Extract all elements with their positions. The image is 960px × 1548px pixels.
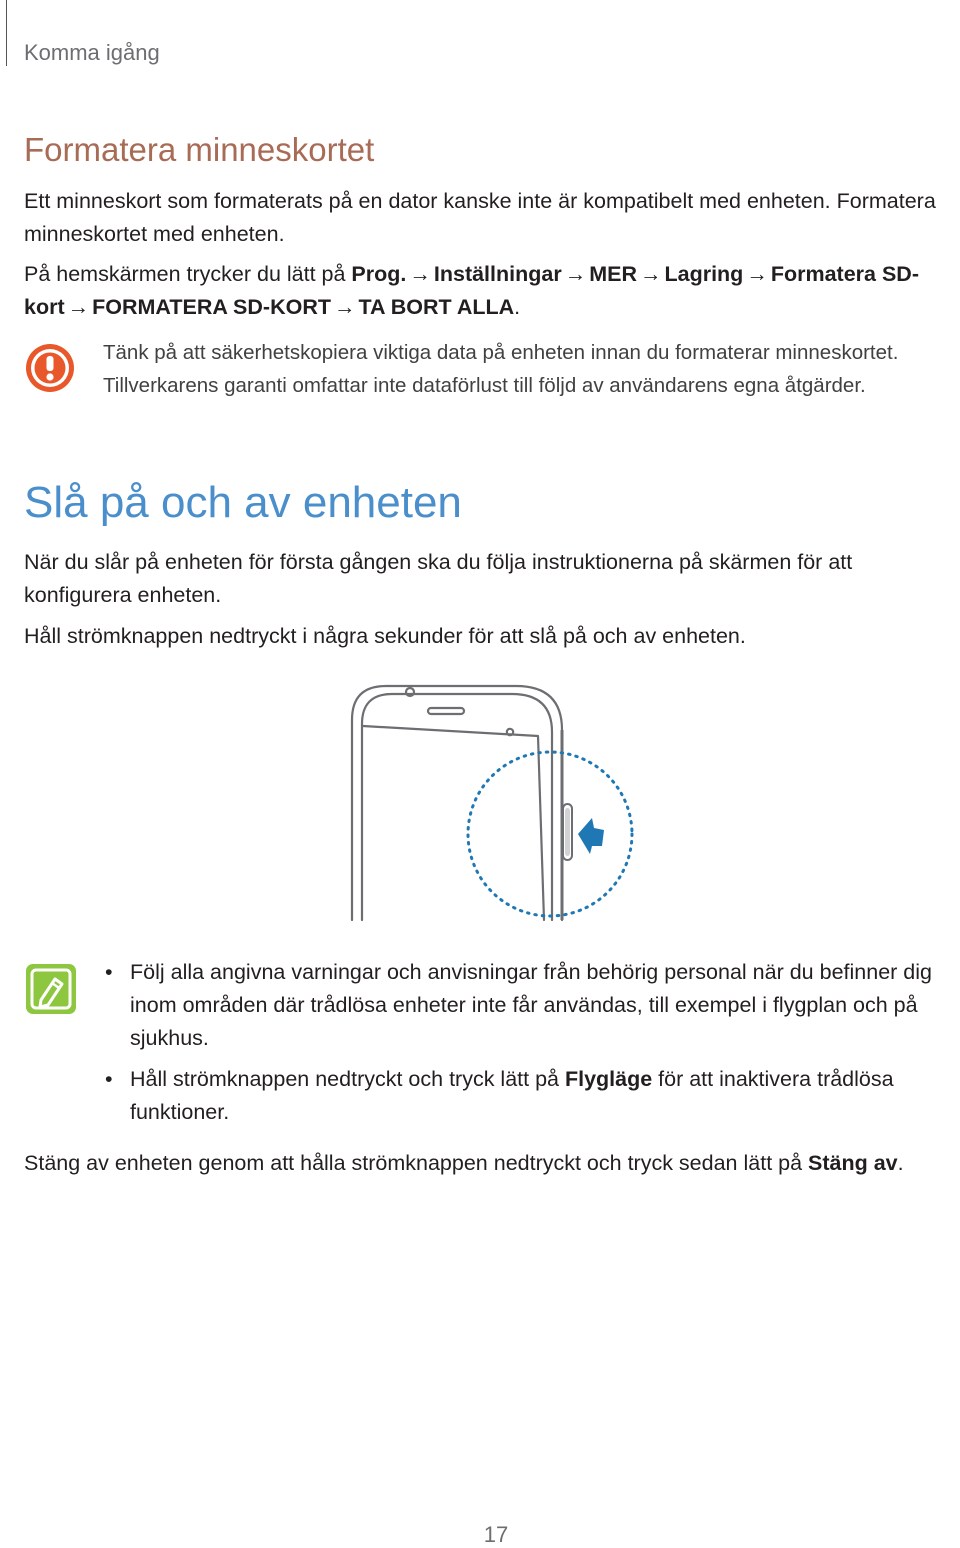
phone-power-key-illustration xyxy=(340,680,660,930)
format-card-intro: Ett minneskort som formaterats på en dator kanske inte är kompatibelt med enheten. Formatera minneskortet med enheten. xyxy=(24,189,936,246)
path-step-format-sd: Formatera SD-kort xyxy=(24,262,919,319)
power-hold-instruction: Håll strömknappen nedtryckt i några sekunder för att slå på och av enheten. xyxy=(24,624,746,648)
path-arrow: → xyxy=(564,262,587,286)
format-card-steps xyxy=(24,258,960,324)
path-arrow: → xyxy=(746,262,768,286)
power-off-pre: Stäng av enheten genom att hålla strömknappen nedtryckt och tryck sedan lätt på xyxy=(24,1151,809,1175)
note-text-post: för att inaktivera trådlösa funktioner. xyxy=(130,1067,894,1124)
power-off-bold: Stäng av xyxy=(808,1151,898,1175)
caution-icon xyxy=(24,342,76,394)
bullet-dot: • xyxy=(105,960,113,984)
note-text-pre: Håll strömknappen nedtryckt och tryck lätt på xyxy=(130,1067,565,1091)
section-title-format-card: Formatera minneskortet xyxy=(24,131,375,168)
power-intro: När du slår på enheten för första gången ska du följa instruktionerna på skärmen för att konfigurera enheten. xyxy=(24,550,853,607)
note-list xyxy=(101,956,960,1137)
bullet-dot: • xyxy=(105,1067,113,1091)
note-text: Följ alla angivna varningar och anvisningar från behörig personal när du befinner dig inom områden där trådlösa enheter inte får användas, till exempel i flygplan och på sjukhus. xyxy=(130,960,932,1050)
path-step-delete-all: TA BORT ALLA xyxy=(358,295,515,319)
caution-text: Tänk på att säkerhetskopiera viktiga data på enheten innan du formaterar minneskortet. Tillverkarens garanti omfattar inte dataförlust till följd av användarens egna åtgärder. xyxy=(103,341,899,397)
left-margin-rule xyxy=(6,0,7,66)
power-off-instruction xyxy=(24,1147,960,1180)
path-step-more: MER xyxy=(589,262,637,286)
path-arrow: → xyxy=(67,295,90,319)
path-arrow: → xyxy=(639,262,662,286)
list-item xyxy=(101,956,960,1055)
path-step-storage: Lagring xyxy=(664,262,744,286)
page-number: 17 xyxy=(483,1522,509,1547)
note-icon xyxy=(25,963,77,1015)
section-title-power: Slå på och av enheten xyxy=(24,478,462,527)
path-step-format-sd-caps: FORMATERA SD-KORT xyxy=(92,295,331,319)
path-step-prog: Prog. xyxy=(351,262,407,286)
running-header: Komma igång xyxy=(24,40,160,65)
steps-suffix: . xyxy=(514,295,521,319)
path-arrow: → xyxy=(334,295,356,319)
note-text-bold: Flygläge xyxy=(564,1067,653,1091)
path-step-settings: Inställningar xyxy=(433,262,562,286)
path-arrow: → xyxy=(409,262,431,286)
power-off-post: . xyxy=(897,1151,904,1175)
steps-prefix: På hemskärmen trycker du lätt på xyxy=(24,262,352,286)
list-item xyxy=(101,1063,960,1129)
